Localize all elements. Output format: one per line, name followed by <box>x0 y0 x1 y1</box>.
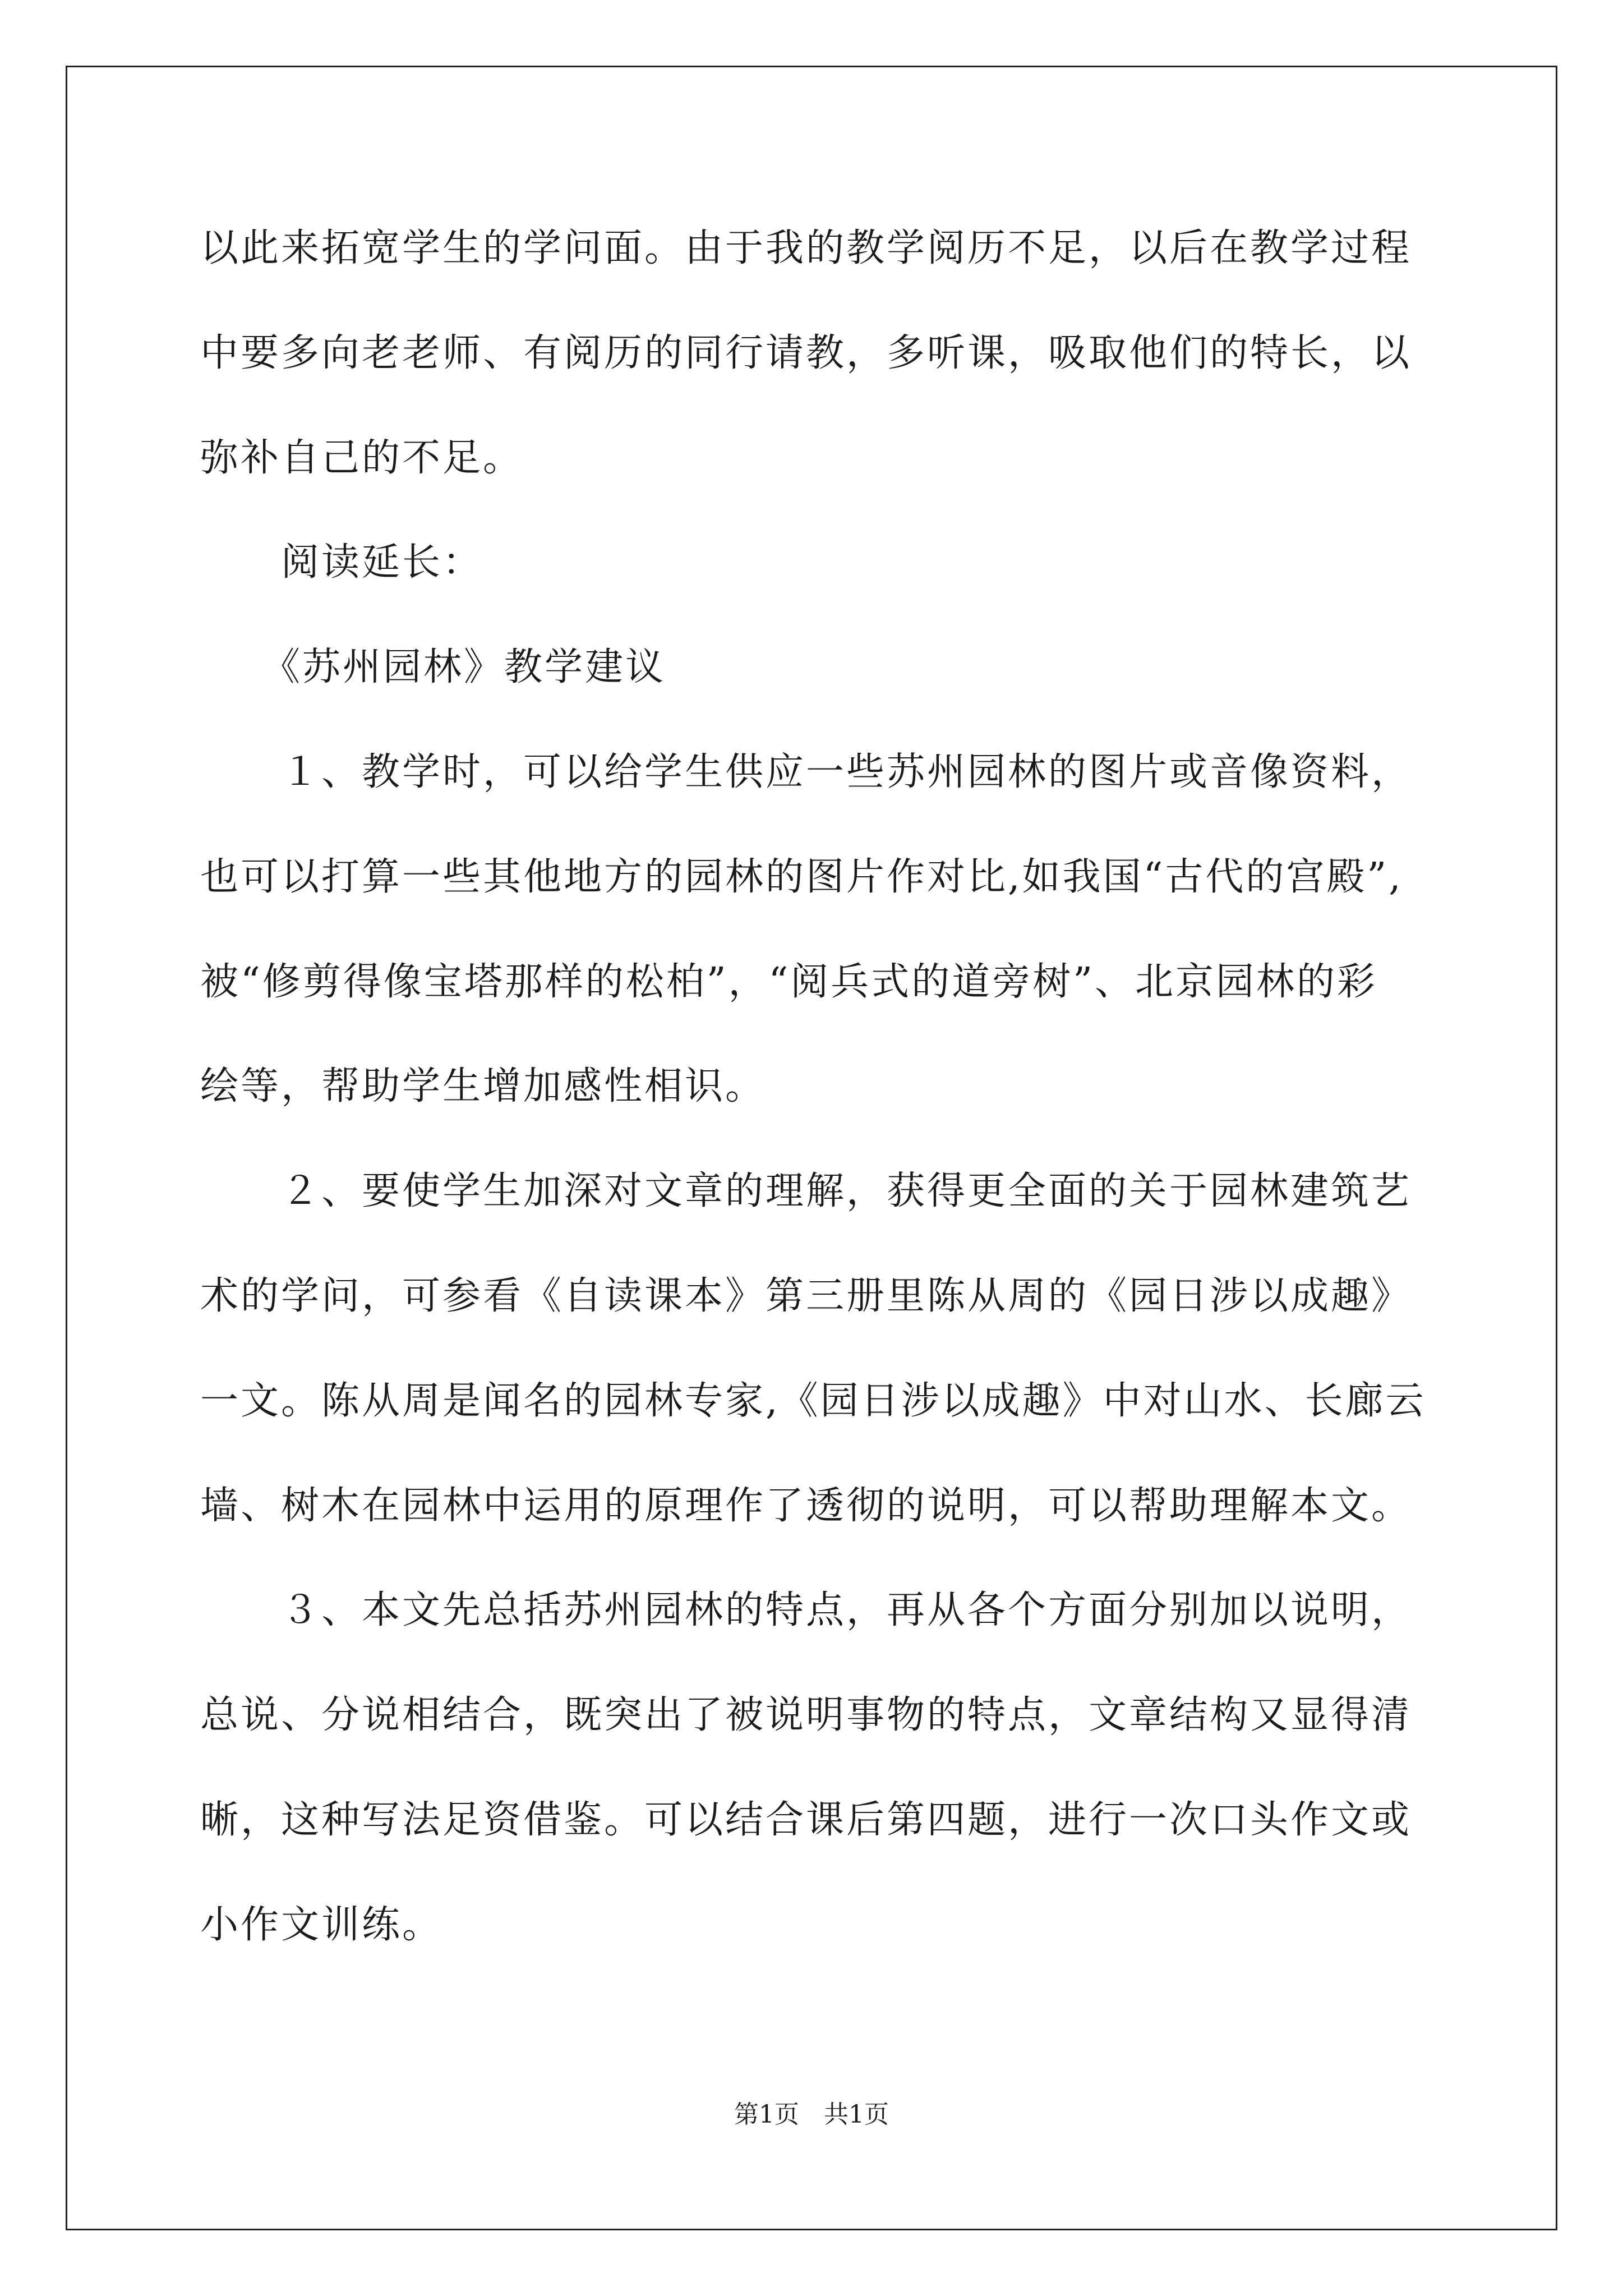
body-text-line: 总说、分说相结合，既突出了被说明事物的特点，文章结构又显得清 <box>200 1693 1412 1737</box>
body-text-line: 中要多向老老师、有阅历的同行请教，多听课，吸取他们的特长，以 <box>200 331 1412 375</box>
body-text-line: 以此来拓宽学生的学问面。由于我的教学阅历不足，以后在教学过程 <box>200 226 1412 270</box>
body-text-line: 一文。陈从周是闻名的园林专家,《园日涉以成趣》中对山水、长廊云 <box>200 1379 1426 1423</box>
body-text-line: 小作文训练。 <box>200 1903 443 1947</box>
body-text-line: 绘等，帮助学生增加感性相识。 <box>200 1064 766 1108</box>
body-text-line: 墙、树木在园林中运用的原理作了透彻的说明，可以帮助理解本文。 <box>200 1484 1412 1528</box>
body-text-line: ２、要使学生加深对文章的理解，获得更全面的关于园林建筑艺 <box>200 1169 1412 1213</box>
body-text-line: 术的学问，可参看《自读课本》第三册里陈从周的《园日涉以成趣》 <box>200 1274 1412 1318</box>
section-title: 《苏州园林》教学建议 <box>200 645 666 689</box>
subheading-reading-extension: 阅读延长： <box>200 540 483 585</box>
body-text-line: ３、本文先总括苏州园林的特点，再从各个方面分别加以说明， <box>200 1588 1412 1632</box>
body-text-line: 弥补自己的不足。 <box>200 436 524 480</box>
body-text-line: １、教学时，可以给学生供应一些苏州园林的图片或音像资料， <box>200 750 1412 794</box>
body-text-line: 也可以打算一些其他地方的园林的图片作对比,如我国“古代的宫殿”, <box>200 855 1403 899</box>
body-text-line: 被“修剪得像宝塔那样的松柏”，“阅兵式的道旁树”、北京园林的彩 <box>200 960 1378 1004</box>
page-footer: 第1页 共1页 <box>734 2100 889 2129</box>
body-text-line: 晰，这种写法足资借鉴。可以结合课后第四题，进行一次口头作文或 <box>200 1798 1412 1842</box>
